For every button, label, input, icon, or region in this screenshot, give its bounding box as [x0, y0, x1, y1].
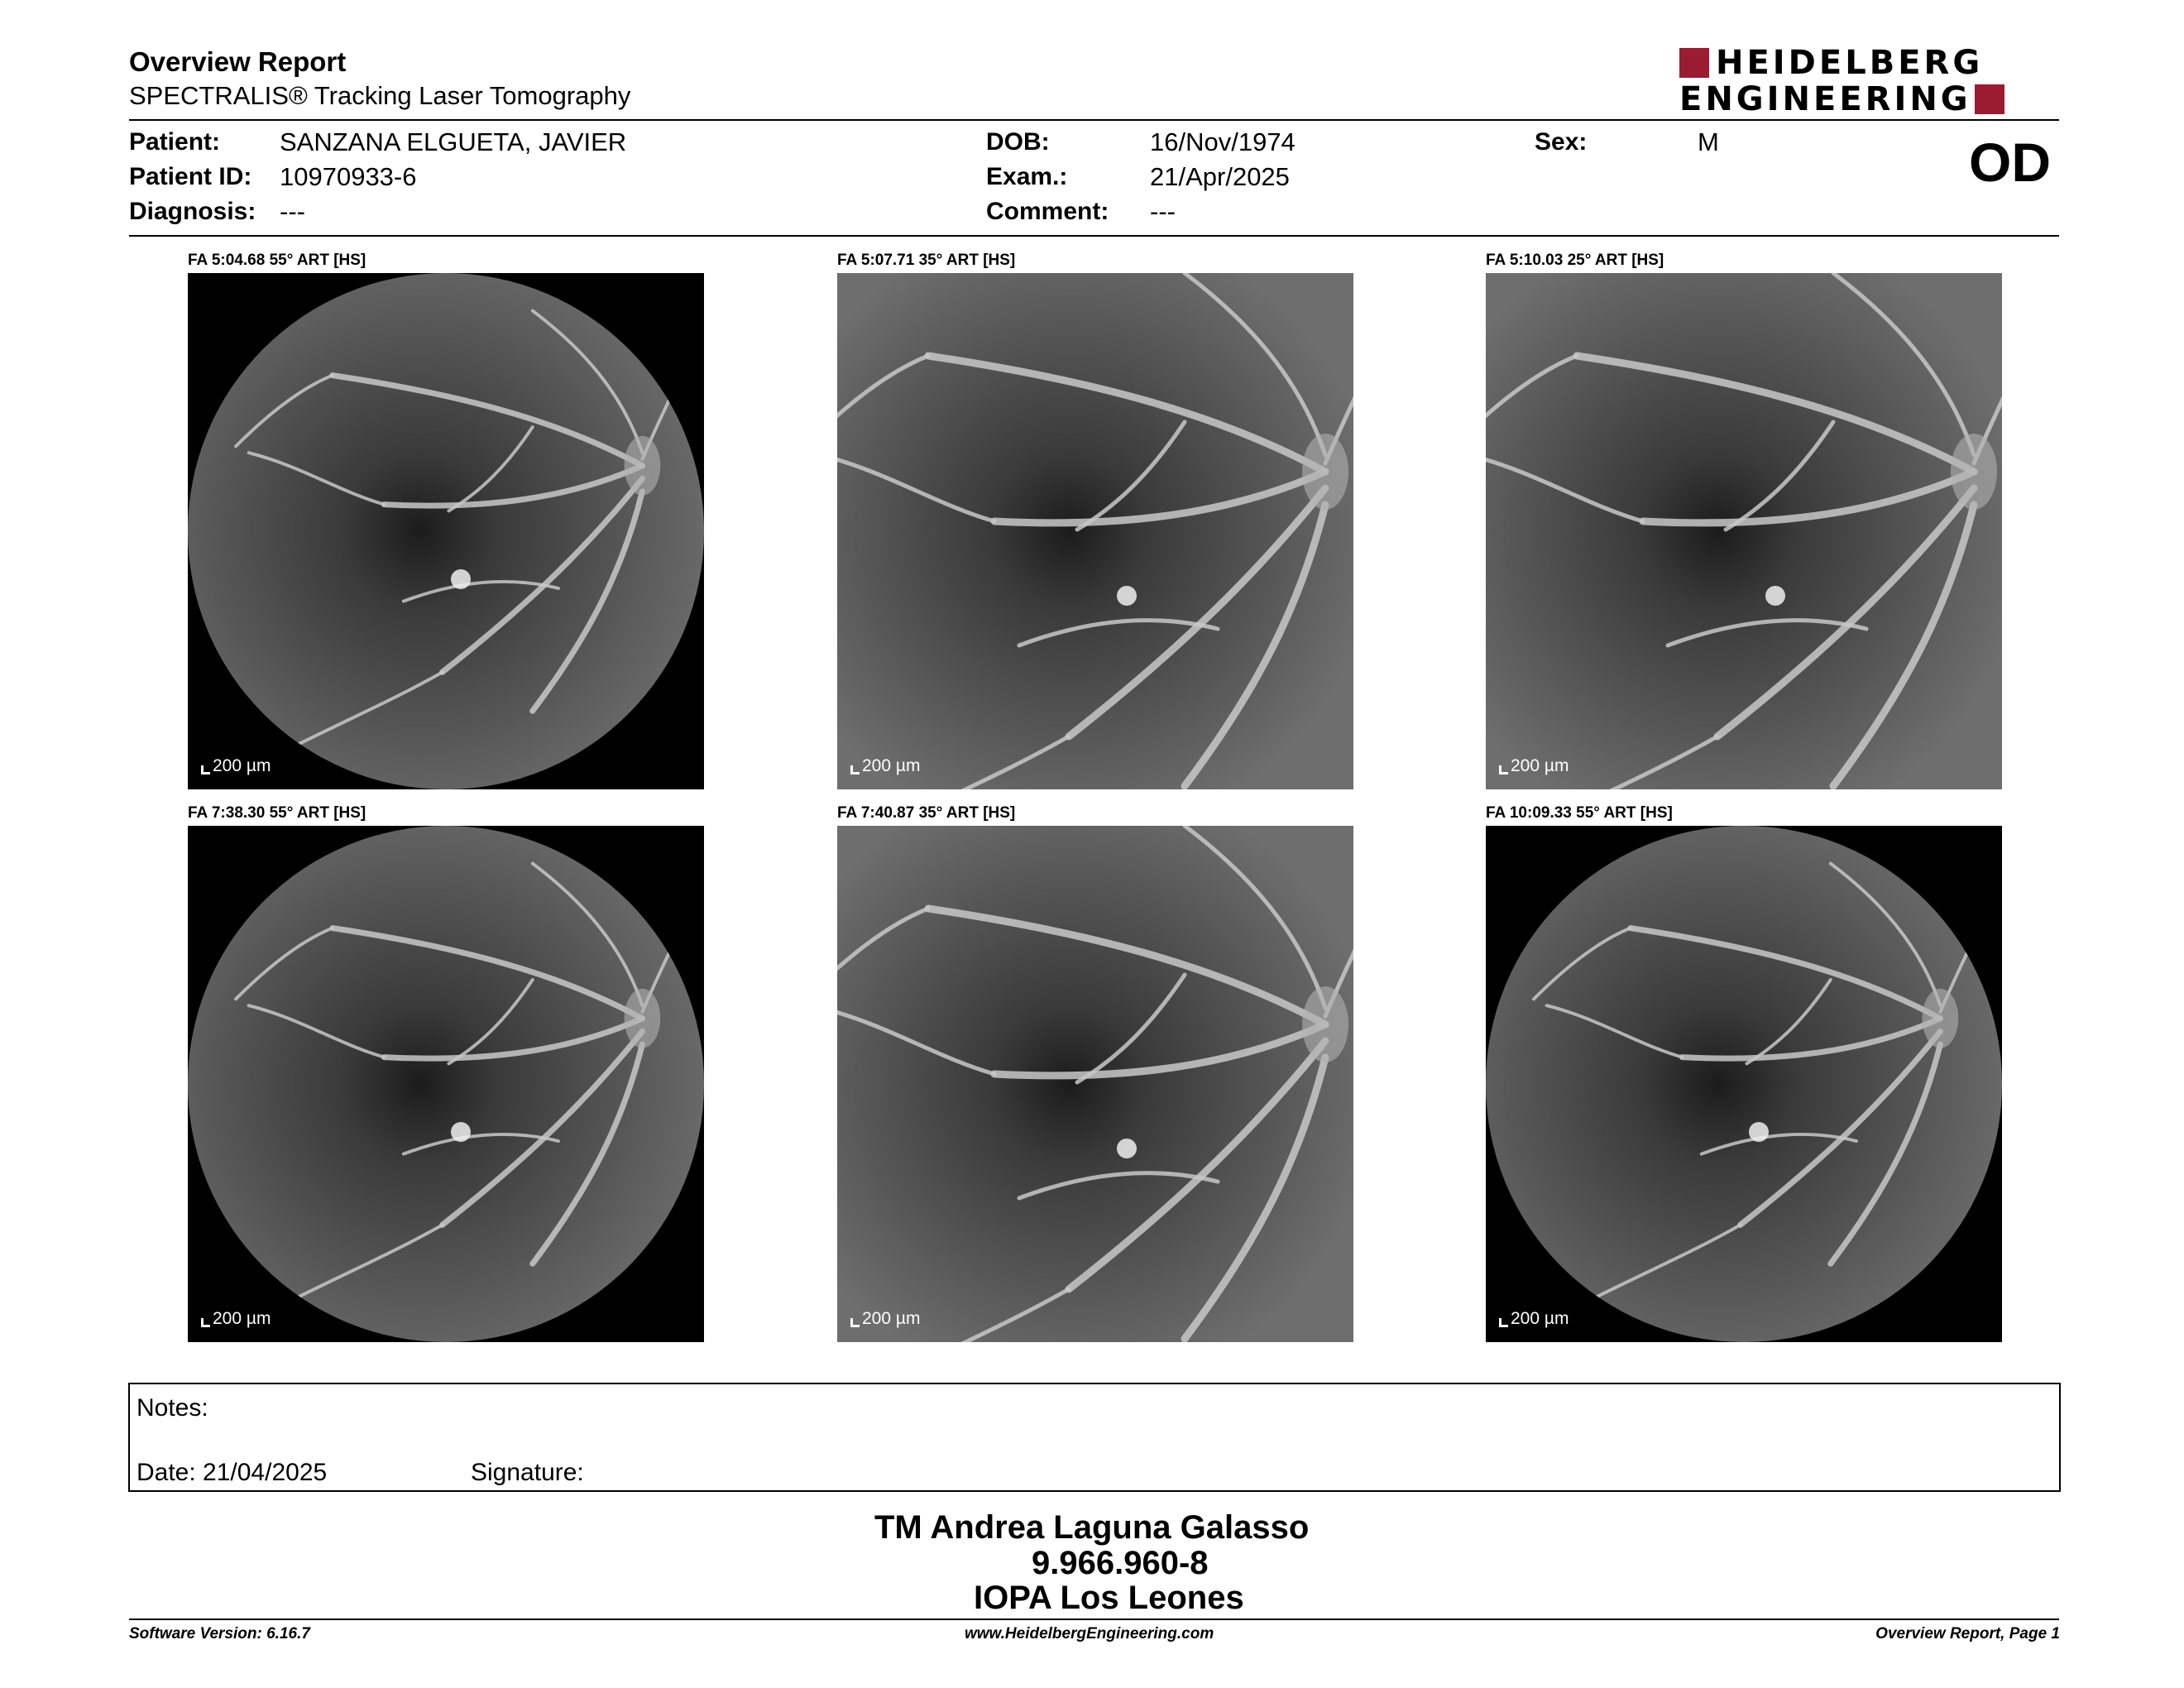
scale-bar-icon [850, 1318, 860, 1327]
report-title: Overview Report [129, 46, 347, 77]
scale-label: 200 µm [1511, 1309, 1569, 1328]
scale-bar-icon [1499, 1318, 1508, 1327]
eye-indicator: OD [1969, 132, 2051, 193]
scale-bar-icon [850, 765, 860, 774]
header-divider [129, 119, 2059, 121]
dob-label: DOB: [986, 128, 1050, 156]
scale-label: 200 µm [862, 1309, 921, 1328]
technician-id: 9.966.960-8 [1032, 1545, 1209, 1581]
exam-value: 21/Apr/2025 [1150, 162, 1290, 191]
report-subtitle: SPECTRALIS® Tracking Laser Tomography [129, 81, 631, 110]
scale-label: 200 µm [1511, 756, 1569, 775]
diagnosis-value: --- [280, 197, 305, 226]
comment-value: --- [1150, 197, 1176, 226]
scale-bar-icon [1499, 765, 1508, 774]
logo-square-icon [1679, 48, 1709, 78]
technician-name: TM Andrea Laguna Galasso [874, 1509, 1310, 1546]
scale-label: 200 µm [213, 1309, 271, 1328]
angiography-image[interactable] [1486, 826, 2002, 1342]
scale-bar [201, 1309, 271, 1329]
image-label: FA 7:38.30 55° ART [HS] [188, 804, 366, 822]
institution-name: IOPA Los Leones [974, 1580, 1244, 1616]
patient-label: Patient: [129, 128, 221, 156]
angiography-image[interactable] [837, 826, 1353, 1342]
scale-bar [850, 756, 920, 776]
angiography-image[interactable] [837, 273, 1353, 789]
logo-line-2: ENGINEERING [1679, 80, 1971, 118]
image-label: FA 5:04.68 55° ART [HS] [188, 252, 366, 269]
scale-bar [201, 756, 271, 776]
notes-date: Date: 21/04/2025 [136, 1459, 328, 1486]
angiography-image[interactable] [188, 273, 704, 789]
angiography-image[interactable] [188, 826, 704, 1342]
notes-box [128, 1383, 2061, 1492]
scale-label: 200 µm [862, 756, 921, 775]
scale-bar [1499, 756, 1569, 776]
exam-label: Exam.: [986, 163, 1068, 190]
page-indicator: Overview Report, Page 1 [1875, 1625, 2060, 1642]
image-label: FA 7:40.87 35° ART [HS] [837, 804, 1016, 822]
sex-label: Sex: [1535, 128, 1588, 156]
website-link[interactable]: www.HeidelbergEngineering.com [965, 1625, 1214, 1642]
patient-id-label: Patient ID: [129, 163, 252, 190]
notes-label: Notes: [136, 1394, 208, 1422]
image-label: FA 10:09.33 55° ART [HS] [1486, 804, 1673, 822]
software-version: Software Version: 6.16.7 [129, 1625, 310, 1642]
scale-bar [850, 1309, 920, 1329]
scale-bar-icon [201, 1318, 210, 1327]
logo-line-1: HEIDELBERG [1716, 44, 1984, 82]
notes-signature: Signature: [471, 1459, 584, 1486]
patient-value: SANZANA ELGUETA, JAVIER [280, 127, 627, 156]
logo-square-icon [1975, 84, 2004, 114]
angiography-image[interactable] [1486, 273, 2002, 789]
scale-label: 200 µm [213, 756, 271, 775]
patient-divider [129, 235, 2059, 237]
patient-id-value: 10970933-6 [280, 162, 417, 191]
footer-divider [129, 1618, 2059, 1620]
scale-bar-icon [201, 765, 210, 774]
image-label: FA 5:07.71 35° ART [HS] [837, 252, 1016, 269]
image-label: FA 5:10.03 25° ART [HS] [1486, 252, 1664, 269]
scale-bar [1499, 1309, 1569, 1329]
diagnosis-label: Diagnosis: [129, 198, 256, 225]
sex-value: M [1698, 127, 1719, 156]
dob-value: 16/Nov/1974 [1150, 127, 1296, 156]
comment-label: Comment: [986, 198, 1109, 225]
heidelberg-logo [1679, 46, 2060, 116]
